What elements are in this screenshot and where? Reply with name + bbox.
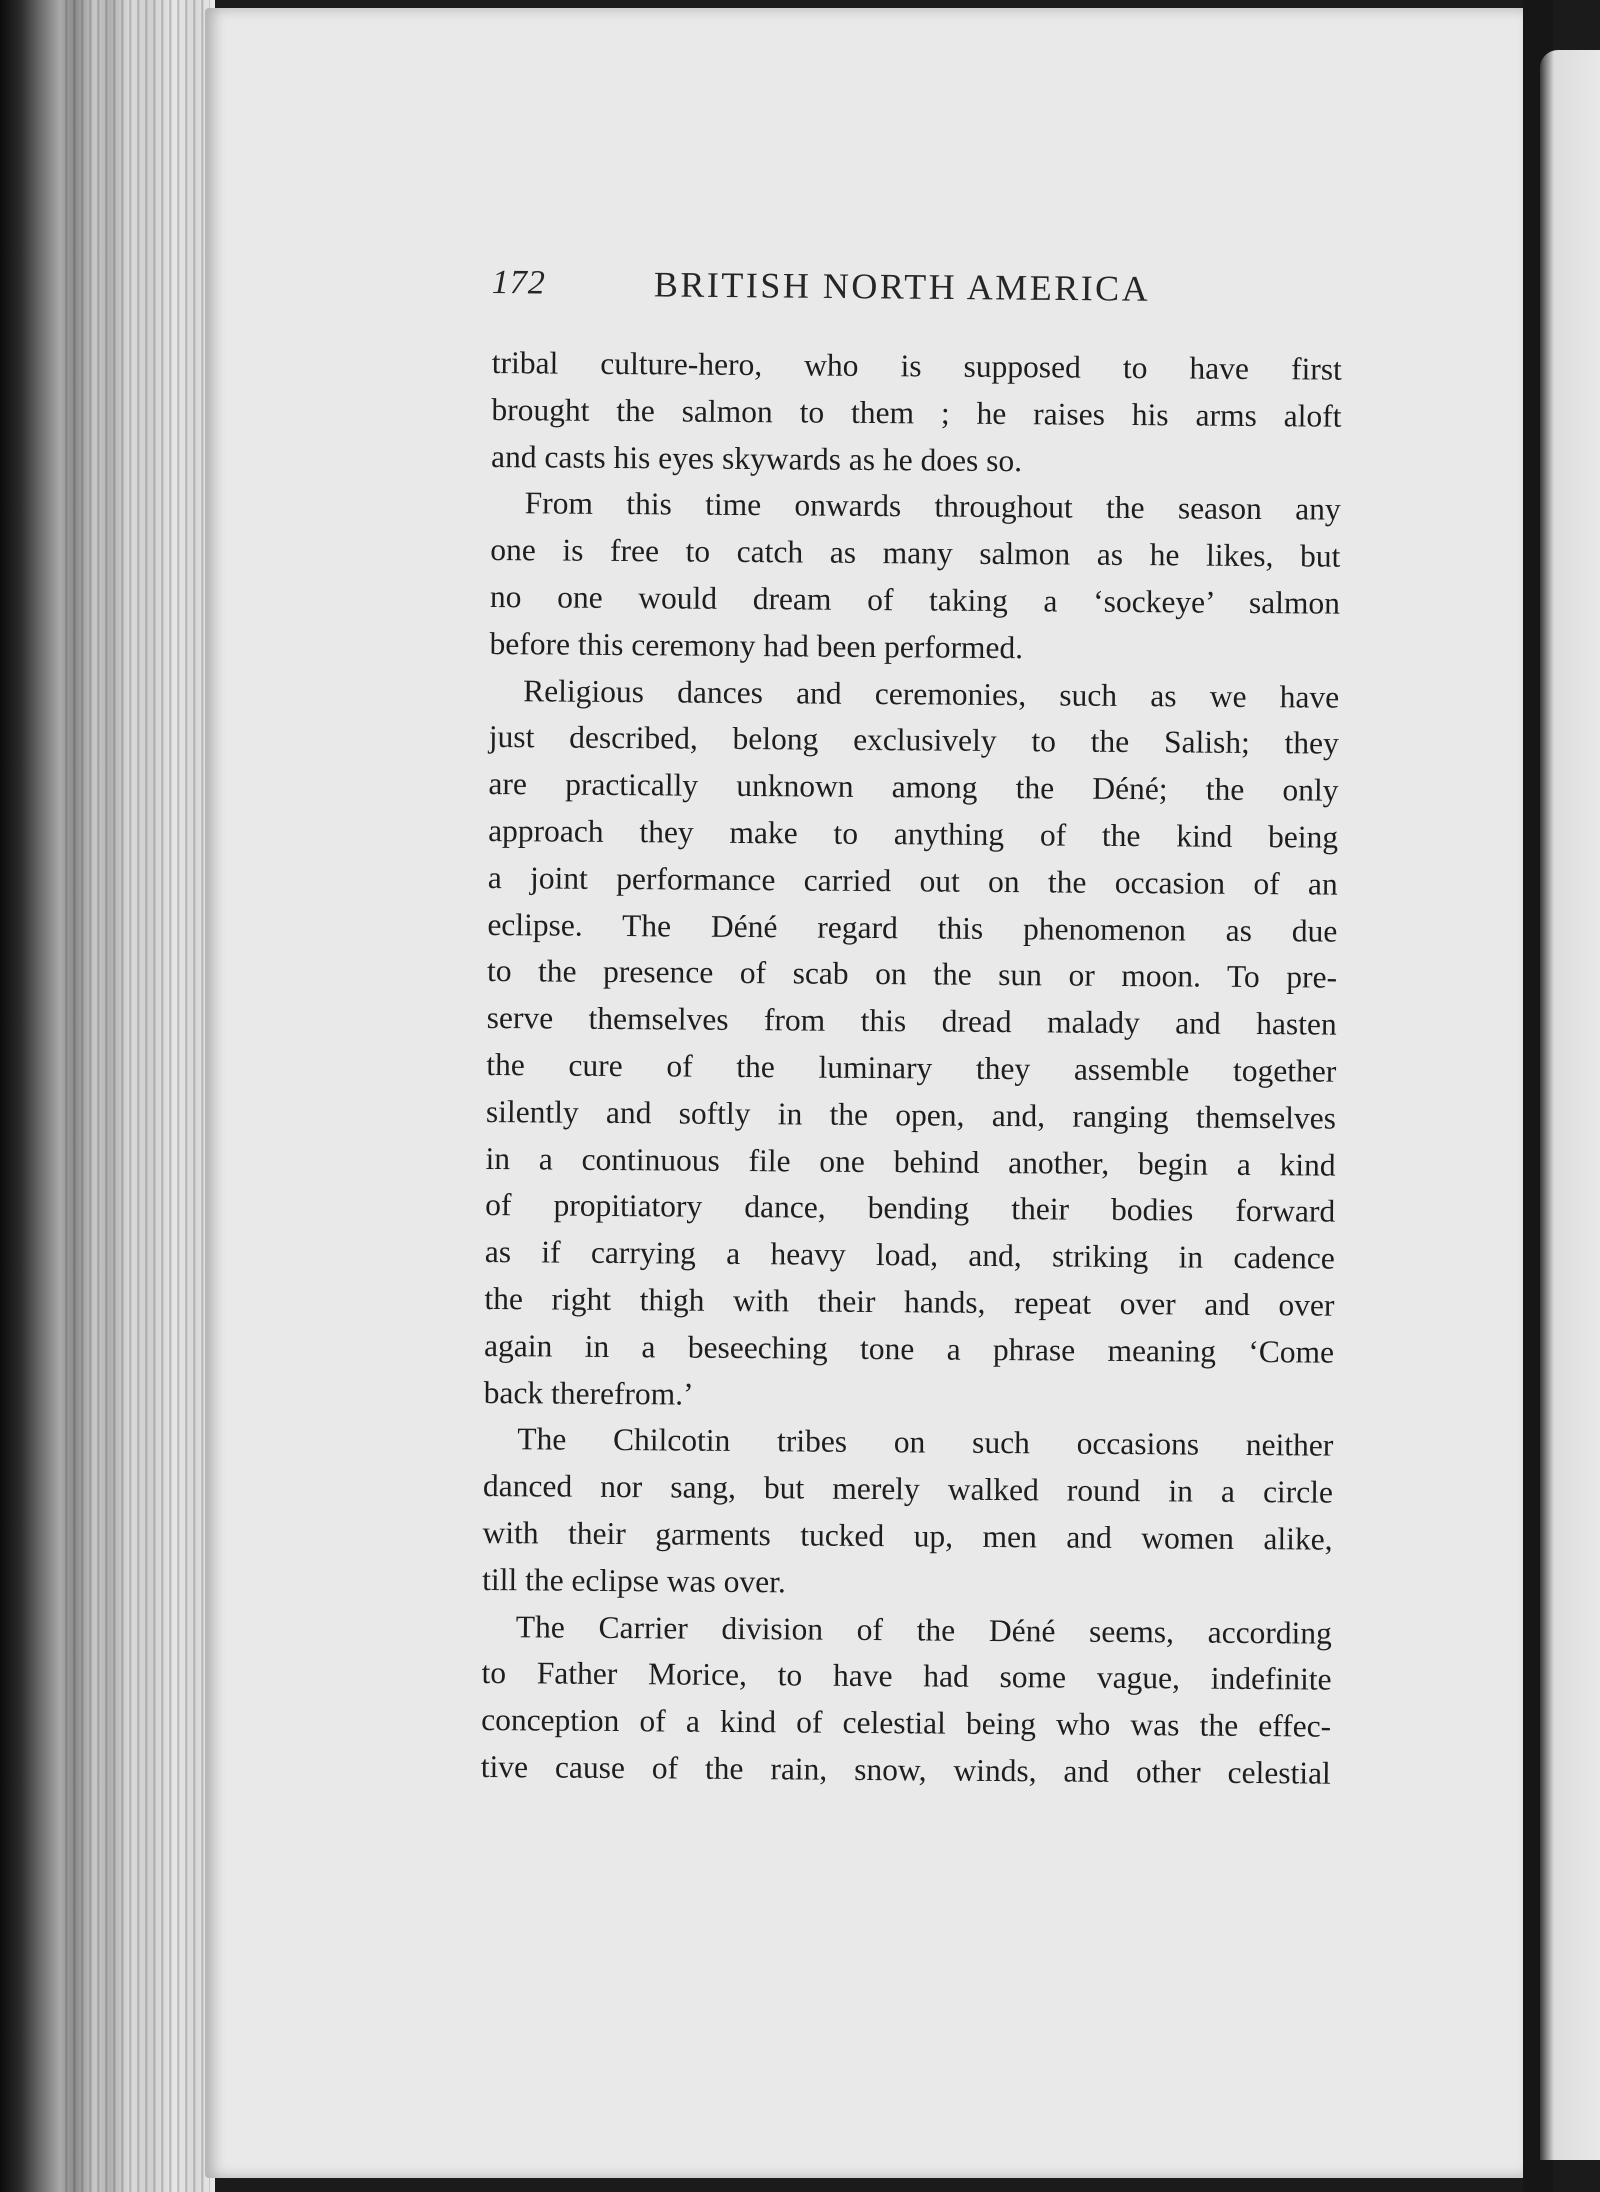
text-line: tribal culture-hero, who is supposed to have first	[491, 344, 1342, 387]
page-number: 172	[491, 264, 546, 302]
text-line: a joint performance carried out on the occasion of an	[487, 859, 1338, 902]
text-line: with their garments tucked up, men and women alike,	[482, 1514, 1333, 1557]
text-line: eclipse. The Déné regard this phenomenon as due	[487, 906, 1338, 949]
text-line: to the presence of scab on the sun or moon. To pre-	[486, 953, 1338, 996]
text-line: the cure of the luminary they assemble together	[486, 1046, 1337, 1089]
text-line: as if carrying a heavy load, and, striking in cadence	[484, 1234, 1335, 1276]
text-line: silently and softly in the open, and, ranging themselves	[485, 1093, 1337, 1136]
text-line: danced nor sang, but merely walked round in a circle	[482, 1468, 1334, 1510]
page-header	[492, 264, 1312, 321]
text-line: to Father Morice, to have had some vague, indefinite	[481, 1655, 1332, 1697]
text-line: back therefrom.’	[483, 1374, 694, 1412]
text-line: just described, belong exclusively to the Salish; they	[488, 719, 1339, 762]
text-line: approach they make to anything of the kind being	[488, 812, 1339, 855]
page-edge-lines	[60, 0, 210, 2192]
text-line: the right thigh with their hands, repeat over and over	[484, 1280, 1335, 1323]
text-line: The Carrier division of the Déné seems, according	[515, 1608, 1333, 1651]
text-line: From this time onwards throughout the season any	[524, 485, 1341, 528]
text-line: conception of a kind of celestial being who was the effec-	[481, 1702, 1332, 1744]
text-line: brought the salmon to them ; he raises his arms aloft	[491, 391, 1342, 434]
text-line: Religious dances and ceremonies, such as we have	[523, 672, 1340, 715]
text-line: are practically unknown among the Déné; the only	[488, 766, 1339, 808]
text-line: no one would dream of taking a ‘sockeye’ salmon	[489, 578, 1341, 621]
text-line: till the eclipse was over.	[482, 1561, 786, 1600]
facing-page-edge	[1540, 50, 1600, 2160]
text-line: serve themselves from this dread malady and hasten	[486, 1000, 1337, 1042]
text-line: tive cause of the rain, snow, winds, and other celestial	[480, 1748, 1331, 1791]
text-line: again in a beseeching tone a phrase meaning ‘Come	[483, 1327, 1335, 1370]
text-line: in a continuous file one behind another, begin a kind	[485, 1140, 1336, 1183]
text-line: and casts his eyes skywards as he does so.	[490, 438, 1023, 478]
body-text	[481, 340, 1342, 1797]
text-line: one is free to catch as many salmon as he likes, but	[490, 532, 1341, 574]
text-line: The Chilcotin tribes on such occasions neither	[517, 1421, 1334, 1463]
running-head: BRITISH NORTH AMERICA	[653, 264, 1151, 309]
text-line: before this ceremony had been performed.	[489, 625, 1024, 665]
text-line: of propitiatory dance, bending their bodies forward	[485, 1187, 1336, 1229]
